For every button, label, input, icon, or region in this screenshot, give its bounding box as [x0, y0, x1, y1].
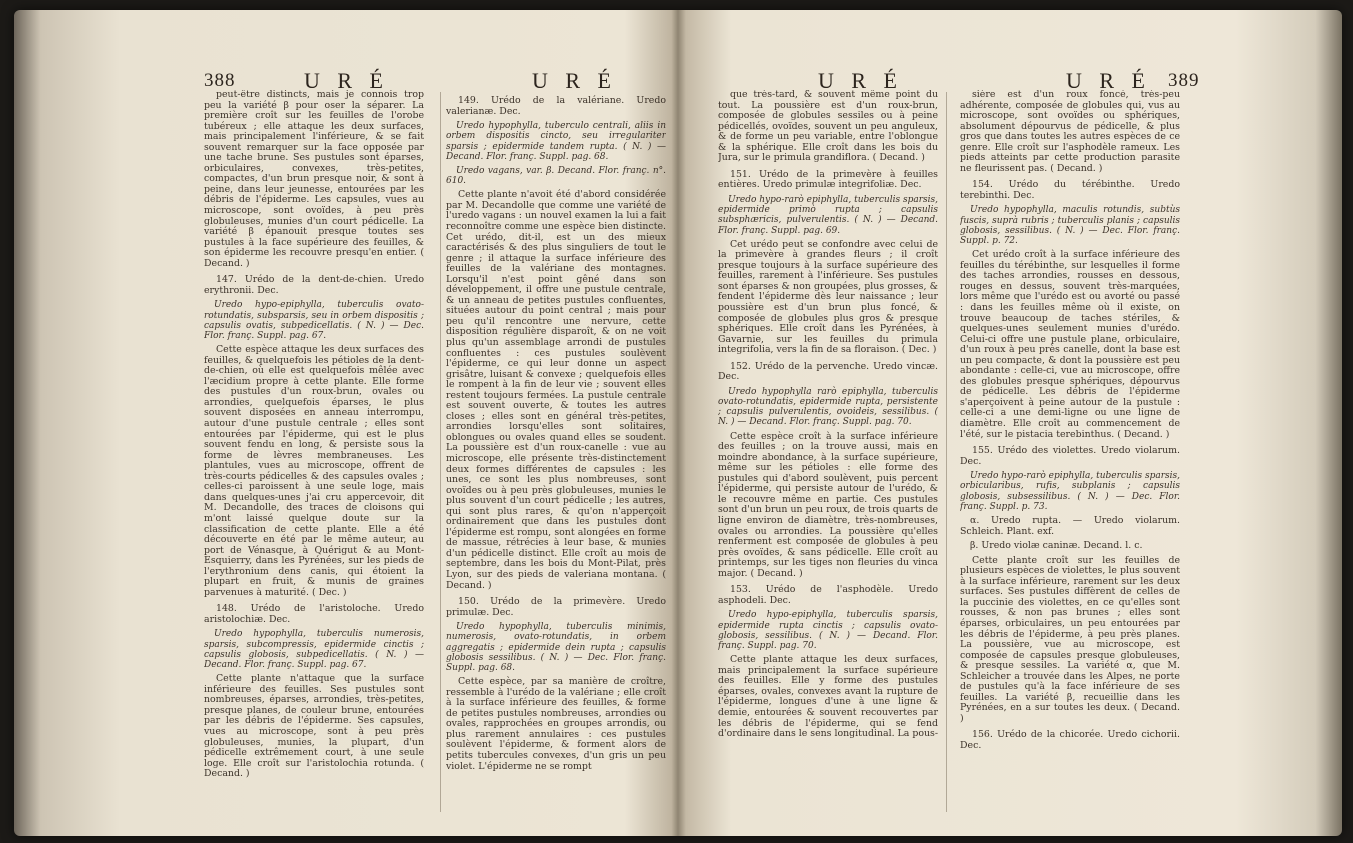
- entry-synonymy: Uredo hypophylla, tuberculis numerosis, sparsis, subcompressis, epidermide cinctis ; capsulis globosis, subpedicellatis. ( N. ) — Decand. Flor. franç. Suppl. pag. 67.: [204, 629, 424, 671]
- paragraph: peut-être distincts, mais je connois trop peu la variété β pour oser la séparer. La première croît sur les feuilles de l'orobe tubéreux ; elle attaque les deux surfaces, mais principalement l'inférieure, & se fait souvent remarquer sur la face opposée par une tache brune. Ses pustules sont éparses, orbiculaires, convexes, très-petites, compactes, d'un brun presque noir, & sont à peine, dans leur jeunesse, entourées par les débris de l'épiderme. Les capsules, vues au microscope, sont ovoïdes, à peu près globuleuses, munies d'un court pédicelle. La variété β épanouit presque toutes ses pustules à la face supérieure des feuilles, & son épiderme les recouvre presqu'en entier. ( Decand. ): [204, 90, 424, 269]
- paragraph: Cette plante attaque les deux surfaces, mais principalement la surface supérieure des feuilles. Elle y forme des pustules éparses, ovales, convexes avant la rupture de l'épiderme, longues d'une à une ligne & demie, entourées & souvent recouvertes par les débris de l'épiderme, qui se fend d'ordinaire dans le sens longitudinal. La pous-: [718, 654, 938, 740]
- entry-heading: 150. Urédo de la primevère. Uredo primulæ. Dec.: [446, 596, 666, 618]
- variety-line: α. Uredo rupta. — Uredo violarum. Schleich. Plant. exf.: [960, 515, 1180, 537]
- running-head-right-col2: U R É: [1066, 68, 1151, 93]
- entry-synonymy: Uredo hypo-epiphylla, tuberculis ovato-rotundatis, subsparsis, seu in orbem dispositis ; capsulis ovatis, subpedicellatis. ( N. ) — Dec. Flor. franç. Suppl. pag. 67.: [204, 300, 424, 341]
- left-column-1: [204, 90, 424, 825]
- entry-synonymy: Uredo hypo-rarò epiphylla, tuberculis sparsis, epidermide primò rupta ; capsulis subsphæricis, pulverulentis. ( N. ) — Decand. Flor. franç. Suppl. pag. 69.: [718, 194, 938, 236]
- running-head-left-col2: U R É: [532, 68, 617, 93]
- entry-synonymy: Uredo hypophylla, tuberculis minimis, numerosis, ovato-rotundatis, in orbem aggregatis ; epidermide dein rupta ; capsulis globosis sessilibus. ( N. ) — Dec. Flor. franç. Suppl. pag. 68.: [446, 622, 666, 673]
- variety-line: β. Uredo violæ caninæ. Decand. l. c.: [970, 540, 1143, 552]
- entry-synonymy: Uredo hypophylla, tuberculo centrali, aliis in orbem dispositis cincto, seu irregulariter sparsis ; epidermide tandem rupta. ( N. ) — Decand. Flor. franç. Suppl. pag. 68.: [446, 121, 666, 162]
- entry-heading: 156. Urédo de la chicorée. Uredo cichorii. Dec.: [960, 729, 1180, 751]
- paragraph: Cette espèce, par sa manière de croître, ressemble à l'urédo de la valériane ; elle croît à la surface inférieure des feuilles, & forme de petites pustules nombreuses, arrondies ou ovales, rapprochées en groupes arrondis, ou plus rarement annulaires : ces pustules soulèvent l'épiderme, & forment alors de petits tubercules convexes, d'un gris un peu violet. L'épiderme ne se rompt: [446, 676, 666, 772]
- paragraph: Cette espèce croît à la surface inférieure des feuilles ; on la trouve aussi, mais en moindre abondance, à la surface supérieure, même sur les pétioles : elle forme des pustules qui d'abord soulèvent, puis percent l'épiderme, qui persiste autour de l'urédo, & le recouvre même en partie. Ces pustules sont d'un brun un peu roux, de trois quarts de ligne environ de diamètre, très-nombreuses, ovales ou arrondies. La poussière qu'elles renferment est composée de globules à peu près ovoïdes, & sans pédicelle. Elle croît au printemps, sur les tiges non fleuries du vinca major. ( Decand. ): [718, 430, 938, 579]
- paragraph: sière est d'un roux foncé, très-peu adhérente, composée de globules qui, vus au microscope, sont ovoïdes ou sphériques, absolument dépourvus de pédicelle, & plus gros que dans toutes les autres espèces de ce genre. Elle croît sur l'asphodèle rameux. Les pieds atteints par cette production parasite ne fleurissent pas. ( Decand. ): [960, 90, 1180, 174]
- book-spread: [14, 10, 1342, 836]
- entry-heading: 153. Urédo de l'asphodèle. Uredo asphodeli. Dec.: [718, 584, 938, 606]
- entry-heading: 151. Urédo de la primevère à feuilles entières. Uredo primulæ integrifoliæ. Dec.: [718, 168, 938, 191]
- running-head-left-col1: U R É: [304, 68, 389, 93]
- paragraph: Cette plante n'attaque que la surface inférieure des feuilles. Ses pustules sont nombreuses, éparses, arrondies, très-petites, presque planes, de couleur brune, entourées par les débris de l'épiderme. Ses capsules, vues au microscope, sont à peu près globuleuses, munies, la plupart, d'un pédicelle extrêmement court, à une seule loge. Elle croît sur l'aristolochia rotunda. ( Decand. ): [204, 673, 424, 780]
- left-column-2: [446, 90, 666, 825]
- column-rule: [946, 92, 947, 812]
- entry-synonymy: Uredo hypophylla rarò epiphylla, tuberculis ovato-rotundatis, epidermide rupta, persistente ; capsulis pulverulentis, ovoideis, sessilibus. ( N. ) — Decand. Flor. franç. Suppl. pag. 70.: [718, 386, 938, 428]
- paragraph: Cette plante n'avoit été d'abord considérée par M. Decandolle que comme une variété de l'uredo vagans : un nouvel examen la lui a fait reconnoître comme une espèce bien distincte. Cet urédo, dit-il, est un des mieux caractérisés & des plus singuliers de tout le genre ; il attaque la surface inférieure des feuilles de la valériane des montagnes. Lorsqu'il n'est point gêné dans son développement, il offre une pustule centrale, & un anneau de petites pustules confluentes, situées autour du point central ; mais pour peu qu'il rencontre une nervure, cette disposition régulière disparoît, & on ne voit plus qu'un assemblage arrondi de pustules confluentes : ces pustules soulèvent l'épiderme, ce qui leur donne un aspect grisâtre, luisant & convexe ; quelquefois elles le rompent à la fin de leur vie ; souvent elles restent toujours fermées. La pustule centrale est souvent ouverte, & toutes les autres closes ; elles sont en général très-petites, arrondies lorsqu'elles sont solitaires, oblongues ou ovales quand elles se soudent. La poussière est d'un roux-canelle : vue au microscope, elle présente très-distinctement deux formes différentes de capsules : les unes, ce sont les plus nombreuses, sont ovoïdes ou à peu près globuleuses, munies le plus souvent d'un court pédicelle ; les autres, qui sont plus rares, & qu'on n'apperçoit ordinairement que dans les pustules dont l'épiderme est rompu, sont alongées en forme de massue, rétrécies à leur base, & munies d'un pédicelle distinct. Elle croît au mois de septembre, dans les bois du Mont-Pilat, près Lyon, sur des pieds de valeriana montana. ( Decand. ): [446, 189, 666, 591]
- page-number-right: 389: [1168, 70, 1200, 91]
- entry-heading: 147. Urédo de la dent-de-chien. Uredo erythronii. Dec.: [204, 274, 424, 296]
- entry-synonymy: Uredo hypo-epiphylla, tuberculis sparsis, epidermide rupta cinctis ; capsulis ovato-globosis, sessilibus. ( N. ) — Decand. Flor. franç. Suppl. pag. 70.: [718, 610, 938, 652]
- entry-synonymy: Uredo vagans, var. β. Decand. Flor. franç. n°. 610.: [446, 165, 666, 187]
- paragraph: Cette plante croît sur les feuilles de plusieurs espèces de violettes, le plus souvent à la surface inférieure, rarement sur les deux surfaces. Ses pustules diffèrent de celles de la puccinie des violettes, en ce qu'elles sont rousses, & non pas brunes ; elles sont éparses, orbiculaires, un peu entourées par les débris de l'épiderme, à peu près planes. La poussière, vue au microscope, est composée de capsules presque globuleuses, & presque sessiles. La variété α, que M. Schleicher a trouvée dans les Alpes, ne porte de pustules qu'à la face inférieure de ses feuilles. La variété β, recueillie dans les Pyrénées, en a sur toutes les deux. ( Decand. ): [960, 554, 1180, 724]
- right-column-1: [718, 90, 938, 825]
- entry-heading: 154. Urédo du térébinthe. Uredo terebinthi. Dec.: [960, 179, 1180, 201]
- paragraph: que très-tard, & souvent même point du tout. La poussière est d'un roux-brun, composée de globules sessiles ou à peine pédicellés, ovoïdes, souvent un peu anguleux, & de forme un peu variable, entre l'oblongue & la sphérique. Elle croît dans les bois du Jura, sur le primula grandiflora. ( Decand. ): [718, 90, 938, 164]
- paragraph: Cette espèce attaque les deux surfaces des feuilles, & quelquefois les pétioles de la dent-de-chien, où elle est quelquefois mêlée avec l'æcidium propre à cette plante. Elle forme des pustules d'un roux-brun, ovales ou arrondies, quelquefois éparses, le plus souvent disposées en anneau interrompu, autour d'une pustule centrale ; elles sont entourées par l'épiderme, qui est le plus souvent fendu en long, & persiste sous la forme de lèvres membraneuses. Les plantules, vues au microscope, offrent de très-courts pédicelles & des capsules ovales ; celles-ci paroissent à une seule loge, mais dans quelques-unes j'ai cru appercevoir, dit M. Decandolle, des traces de cloisons qui m'ont laissé quelque doute sur la classification de cette plante. Elle a été découverte en été par le même auteur, au port de Vénasque, à Quérigut & au Mont-Esquierry, dans les Pyrénées, sur les pieds de l'erythronium dens canis, qui étoient la plupart en fruit, & munis de graines parvenues à maturité. ( Dec. ): [204, 344, 424, 598]
- paragraph: Cet urédo croît à la surface inférieure des feuilles du térébinthe, sur lesquelles il forme des taches arrondies, rousses en dessous, rouges en dessus, souvent très-marquées, lors même que l'urédo est ou avorté ou passé : dans les feuilles même où il existe, on trouve beaucoup de taches stériles, & quelques-unes seulement munies d'urédo. Celui-ci offre une pustule plane, orbiculaire, d'un roux à peu près canelle, dont la base est un peu compacte, & dont la poussière est peu abondante : celle-ci, vue au microscope, offre des globules presque sphériques, dépourvus de pédicelle. Les débris de l'épiderme s'aperçoivent à peine autour de la pustule : celle-ci a une demi-ligne ou une ligne de diamètre. Elle croît au commencement de l'été, sur le pistacia terebinthus. ( Decand. ): [960, 249, 1180, 440]
- paragraph: Cet urédo peut se confondre avec celui de la primevère à grandes fleurs ; il croît presque toujours à la surface supérieure des feuilles, rarement à l'inférieure. Ses pustules sont éparses & non groupées, plus grosses, & fendent l'épiderme dès leur naissance ; leur poussière est d'un brun plus foncé, & composée de globules plus gros & presque sphériques. Elle croît dans les Pyrénées, à Gavarnie, sur les feuilles du primula integrifolia, vers la fin de sa floraison. ( Dec. ): [718, 238, 938, 356]
- entry-heading: 152. Urédo de la pervenche. Uredo vincæ. Dec.: [718, 360, 938, 383]
- left-page: [14, 10, 678, 836]
- right-column-2: [960, 90, 1180, 825]
- entry-synonymy: Uredo hypophylla, maculis rotundis, subtùs fuscis, suprà rubris ; tuberculis planis ; capsulis globosis, sessilibus. ( N. ) — Dec. Flor. franç. Suppl. p. 72.: [960, 205, 1180, 247]
- entry-heading: 149. Urédo de la valériane. Uredo valerianæ. Dec.: [446, 95, 666, 117]
- running-head-right-col1: U R É: [818, 68, 903, 93]
- column-rule: [440, 92, 441, 812]
- page-number-left: 388: [204, 70, 236, 91]
- entry-heading: 155. Urédo des violettes. Uredo violarum. Dec.: [960, 445, 1180, 467]
- entry-heading: 148. Urédo de l'aristoloche. Uredo aristolochiæ. Dec.: [204, 603, 424, 625]
- right-page: [678, 10, 1342, 836]
- entry-synonymy: Uredo hypo-rarò epiphylla, tuberculis sparsis, orbicularibus, rufis, subplanis ; capsulis globosis, subsessilibus. ( N. ) — Dec. Flor. franç. Suppl. p. 73.: [960, 471, 1180, 512]
